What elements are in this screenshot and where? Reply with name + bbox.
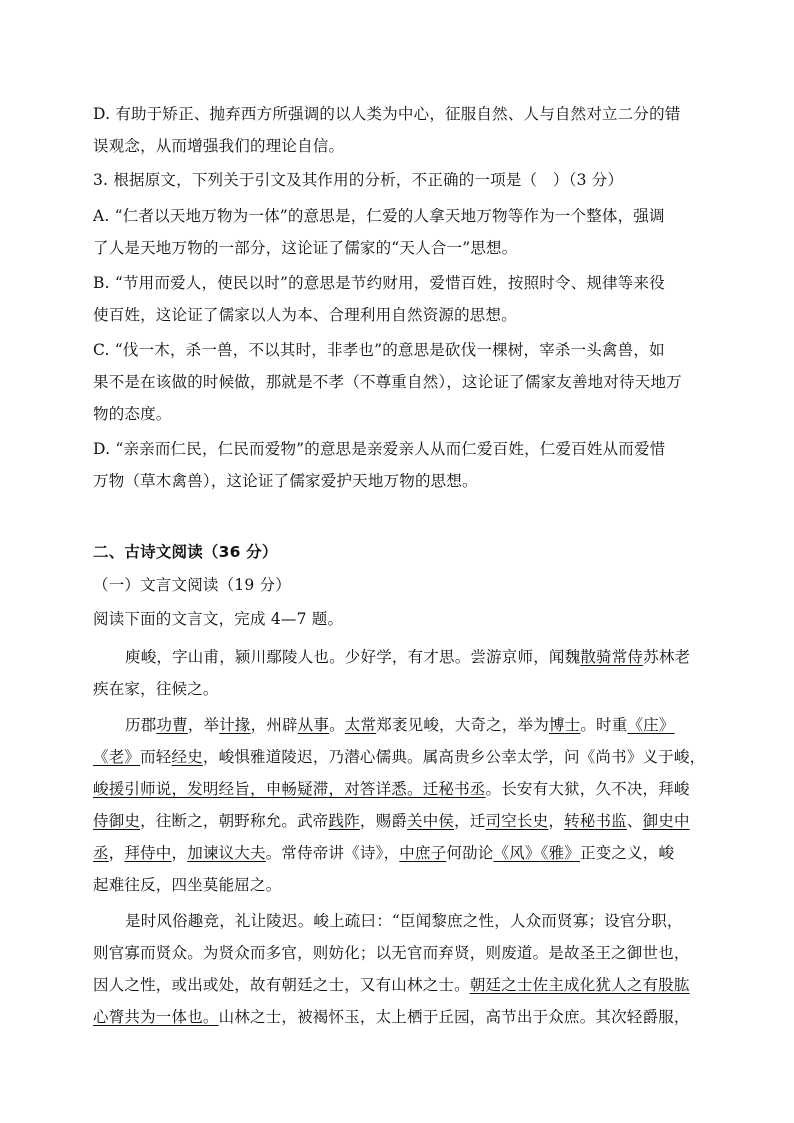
underlined-term: 《庄》 [627, 716, 675, 734]
text-segment: 庾峻，字山甫，颍川鄢陵人也。少好学，有才思。尝游京师，闻魏 [125, 648, 581, 666]
underlined-term: 御史中 [642, 812, 690, 830]
paragraph-2-line-3 [93, 779, 690, 799]
underlined-term: 转秘书监 [564, 812, 627, 830]
option-3c-line-1: C. “伐一木，杀一兽，不以其时，非孝也”的意思是砍伐一棵树，宰杀一头禽兽，如 [93, 341, 665, 359]
underlined-term: 关中侯 [407, 812, 455, 830]
option-2d-line-1: D. 有助于矫正、抛弃西方所强调的以人类为中心，征服自然、人与自然对立二分的错 [93, 105, 681, 123]
underlined-term: 经史 [171, 748, 203, 766]
text-segment: ，往断之，朝野称允。武帝 [140, 812, 329, 830]
underlined-term: 《老》 [93, 748, 141, 766]
text-segment: 。长安有大狱，久不决，拜峻 [485, 780, 690, 798]
underlined-sentence: 心膂共为一体也。 [93, 1008, 219, 1026]
text-segment: 。 [329, 716, 345, 734]
text-segment: 。常侍帝讲《诗》， [265, 844, 400, 862]
subsection-title: （一）文言文阅读（19 分） [93, 576, 291, 594]
question-3-stem: 3. 根据原文，下列关于引文及其作用的分析，不正确的一项是（ ）（3 分） [93, 171, 624, 189]
text-segment: 正变之义，峻 [579, 844, 675, 862]
text-segment: 山林之士，被褐怀玉，太上栖于丘园，高节出于众庶。其次轻爵服， [218, 1008, 690, 1026]
text-segment: ， [108, 844, 125, 862]
paragraph-3-line-3 [93, 975, 690, 995]
underlined-term: 侍御史 [93, 812, 141, 830]
option-3c-line-3: 物的态度。 [93, 405, 172, 423]
underlined-term: 从事 [297, 716, 330, 734]
section-title: 二、古诗文阅读（36 分） [93, 543, 278, 561]
instruction: 阅读下面的文言文，完成 4—7 题。 [93, 610, 344, 628]
text-segment: 郑袤见峻，大奇之，举为 [376, 716, 549, 734]
underlined-term: 计掾 [219, 716, 251, 734]
paragraph-3-line-2: 则官寡而贤众。为贤众而多官，则妨化；以无官而弃贤，则废道。是故圣王之御世也， [93, 944, 690, 962]
underlined-sentence: 峻援引师说，发明经旨，申畅疑滞，对答详悉。迁秘书丞 [93, 780, 486, 798]
underlined-term: 加谏议大夫 [187, 844, 266, 862]
paragraph-2-line-4 [93, 811, 690, 831]
option-3d-line-2: 万物（草木禽兽），这论证了儒家爱护天地万物的思想。 [93, 472, 478, 490]
underlined-term: 践阼 [328, 812, 360, 830]
underlined-term: 丞 [93, 844, 109, 862]
option-3a-line-1: A. “仁者以天地万物为一体”的意思是，仁爱的人拿天地万物等作为一个整体，强调 [93, 207, 665, 225]
text-segment: 、 [626, 812, 643, 830]
text-segment: ，迁 [454, 812, 486, 830]
paragraph-2-line-2 [93, 747, 705, 767]
text-segment: ，举 [187, 716, 220, 734]
paragraph-2-line-5 [93, 843, 674, 863]
paragraph-2-line-6: 起难往反，四坐莫能屈之。 [93, 876, 282, 894]
text-segment: 因人之性，或出或处，故有朝廷之士，又有山林之士。 [93, 976, 470, 994]
option-3a-line-2: 了人是天地万物的一部分，这论证了儒家的“天人合一”思想。 [93, 239, 518, 257]
option-3d-line-1: D. “亲亲而仁民，仁民而爱物”的意思是亲爱亲人从而仁爱百姓，仁爱百姓从而爱惜 [93, 440, 666, 458]
paragraph-3-line-1: 是时风俗趣竞，礼让陵迟。峻上疏曰：“臣闻黎庶之性，人众而贤寡；设官分职， [125, 912, 683, 930]
text-segment: 而轻 [140, 748, 172, 766]
paragraph-2-line-1 [125, 715, 675, 735]
underlined-term: 《雅》 [540, 844, 580, 862]
option-3b-line-2: 使百姓，这论证了儒家以人为本、合理利用自然资源的思想。 [93, 306, 517, 324]
paragraph-3-line-4 [93, 1007, 690, 1027]
text-segment: ，赐爵 [359, 812, 408, 830]
text-segment: ，峻惧雅道陵迟，乃潜心儒典。属高贵乡公幸太学，问《尚书》义于峻， [202, 748, 706, 766]
text-segment: ， [548, 812, 565, 830]
option-3c-line-2: 果不是在该做的时候做，那就是不孝（不尊重自然），这论证了儒家友善地对待天地万 [93, 373, 682, 391]
underlined-term: 《风》 [493, 844, 541, 862]
text-segment: ，州辟 [250, 716, 298, 734]
paragraph-1-line-2: 疾在家，往候之。 [93, 680, 219, 698]
option-2d-line-2: 误观念，从而增强我们的理论自信。 [93, 137, 345, 155]
paragraph-1-line-1 [125, 647, 690, 667]
underlined-term: 拜侍中 [124, 844, 172, 862]
text-segment: 何劭论 [446, 844, 494, 862]
underlined-term: 太常 [344, 716, 377, 734]
underlined-term: 博士 [548, 716, 581, 734]
text-segment: 苏林老 [643, 648, 691, 666]
text-segment: 历郡 [125, 716, 157, 734]
underlined-term: 司空长史 [485, 812, 549, 830]
underlined-term: 中庶子 [399, 844, 447, 862]
option-3b-line-1: B. “节用而爱人，使民以时”的意思是节约财用，爱惜百姓，按照时令、规律等来役 [93, 274, 665, 292]
underlined-term: 散骑常侍 [580, 648, 644, 666]
text-segment: ， [171, 844, 188, 862]
underlined-sentence: 朝廷之士佐主成化犹人之有股肱 [469, 976, 690, 994]
underlined-term: 功曹 [156, 716, 188, 734]
text-segment: 。时重 [580, 716, 628, 734]
